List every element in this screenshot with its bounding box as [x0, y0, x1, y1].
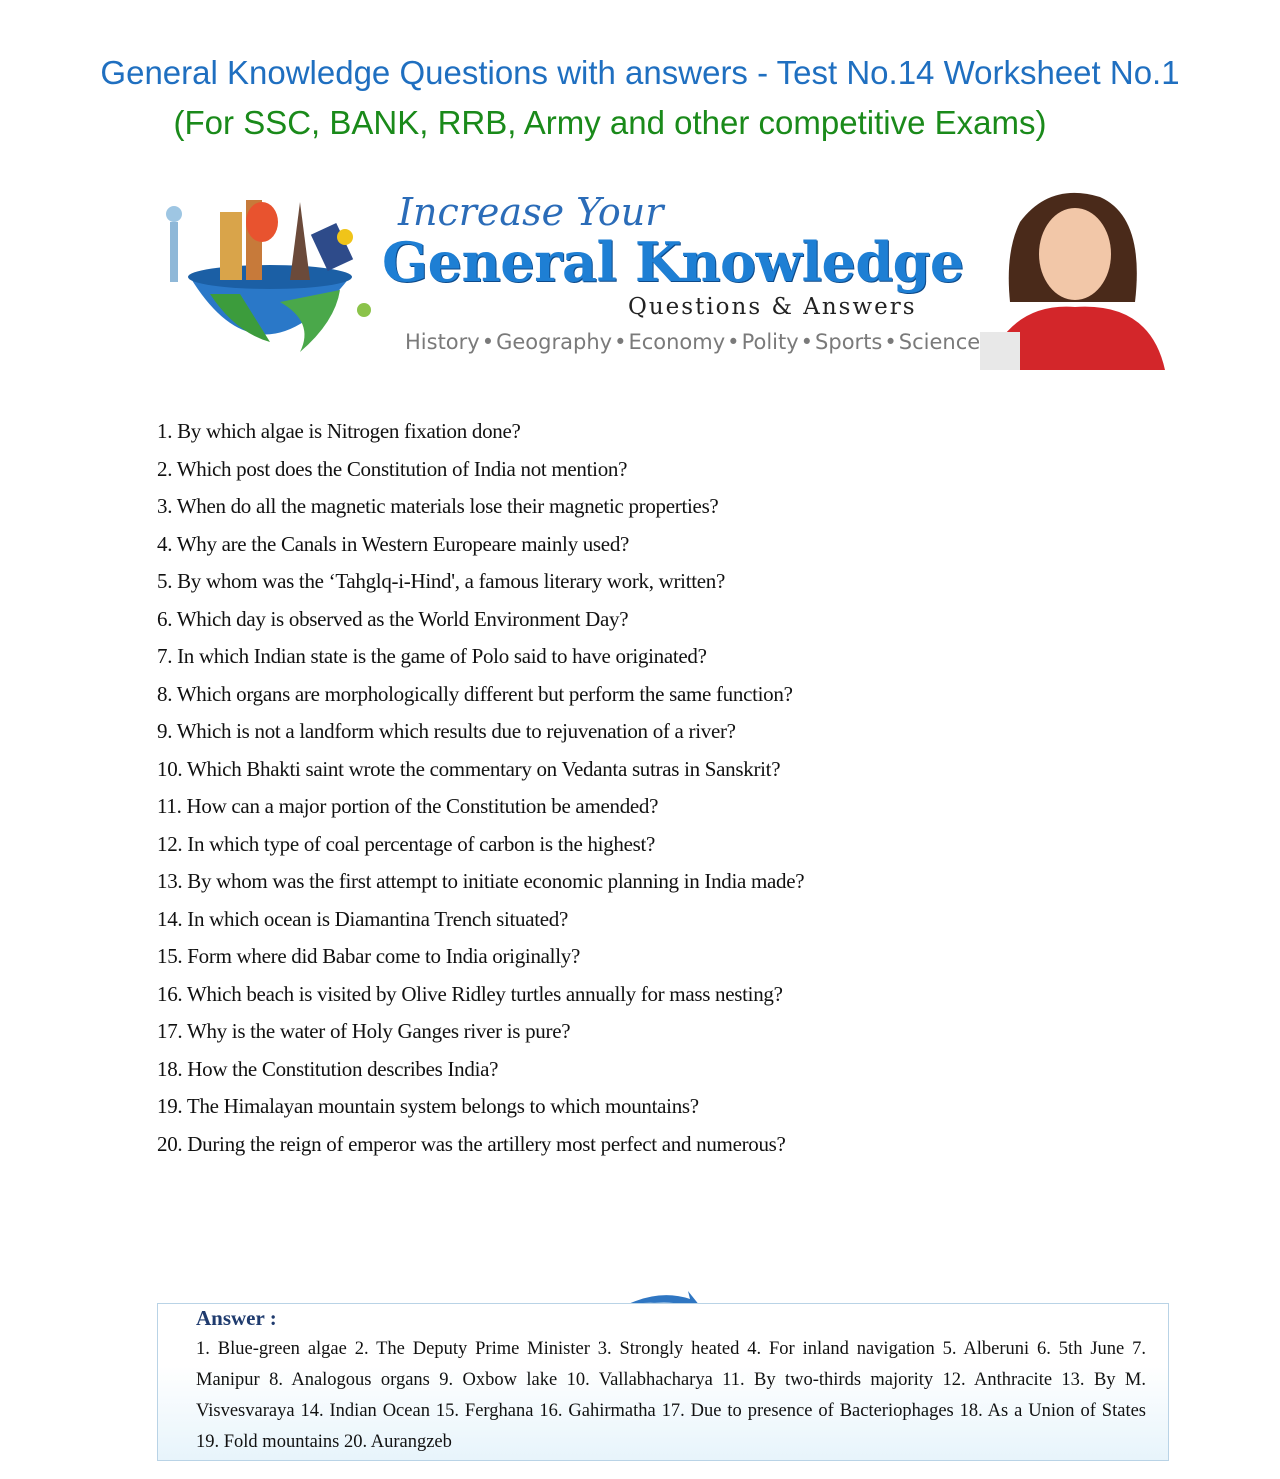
globe-bowl-icon: [166, 200, 371, 352]
category-science: Science: [898, 330, 981, 354]
category-history: History: [405, 330, 480, 354]
question-item: 7. In which Indian state is the game of Polo said to have originated?: [157, 644, 707, 668]
question-item: 6. Which day is observed as the World Environment Day?: [157, 606, 629, 631]
answer-heading: Answer :: [196, 1306, 277, 1330]
question-item: 11. How can a major portion of the Constitution be amended?: [157, 794, 659, 818]
category-geography: Geography: [496, 330, 613, 354]
question-item: 13. By whom was the first attempt to initiate economic planning in India made?: [157, 869, 805, 893]
banner-main-line: General Knowledge: [382, 230, 964, 294]
banner-script-line: Increase Your: [398, 190, 664, 234]
question-item: 9. Which is not a landform which results due to rejuvenation of a river?: [157, 719, 736, 743]
banner-categories: [405, 330, 980, 354]
question-list: [157, 413, 804, 1163]
question-item: 10. Which Bhakti saint wrote the commentary on Vedanta sutras in Sanskrit?: [157, 756, 781, 781]
category-economy: Economy: [628, 330, 726, 354]
answer-text: 1. Blue-green algae 2. The Deputy Prime Minister 3. Strongly heated 4. For inland navigation 5. Alberuni 6. 5th June 7. Manipur 8. Analogous organs 9. Oxbow lake 10. Vallabhacharya 11. By two-thirds majority 12. Anthracite 13. By M. Visvesvaraya 14. Indian Ocean 15. Ferghana 16. Gahirmatha 17. Due to presence of Bacteriophages 18. As a Union of States 19. Fold mountains 20. Aurangzeb: [196, 1339, 1146, 1452]
question-item: 19. The Himalayan mountain system belongs to which mountains?: [157, 1094, 699, 1118]
category-separator: •: [481, 330, 495, 354]
category-separator: •: [884, 330, 897, 354]
woman-portrait-icon: [970, 182, 1165, 370]
question-item: 5. By whom was the ‘Tahglq-i-Hind', a famous literary work, written?: [157, 569, 726, 593]
banner: [150, 182, 1170, 377]
category-sports: Sports: [815, 330, 883, 354]
question-item: 18. How the Constitution describes India?: [157, 1056, 499, 1081]
category-polity: Polity: [741, 330, 799, 354]
question-item: 15. Form where did Babar come to India originally?: [157, 944, 580, 968]
category-separator: •: [614, 330, 627, 354]
question-item: 4. Why are the Canals in Western Europeare mainly used?: [157, 531, 630, 556]
question-item: 16. Which beach is visited by Olive Ridley turtles annually for mass nesting?: [157, 981, 783, 1006]
question-item: 12. In which type of coal percentage of carbon is the highest?: [157, 831, 656, 856]
question-item: 8. Which organs are morphologically different but perform the same function?: [157, 681, 793, 706]
page-title: General Knowledge Questions with answers - Test No.14 Worksheet No.1: [100, 54, 1180, 91]
category-separator: •: [800, 330, 814, 354]
answer-box: [157, 1303, 1169, 1461]
question-item: 20. During the reign of emperor was the artillery most perfect and numerous?: [157, 1131, 786, 1156]
banner-sub-line: Questions & Answers: [628, 294, 917, 320]
question-item: 2. Which post does the Constitution of India not mention?: [157, 456, 628, 481]
question-item: 14. In which ocean is Diamantina Trench situated?: [157, 906, 569, 931]
category-separator: •: [727, 330, 740, 354]
question-item: 3. When do all the magnetic materials lose their magnetic properties?: [157, 494, 719, 518]
question-item: 1. By which algae is Nitrogen fixation done?: [157, 419, 521, 443]
question-item: 17. Why is the water of Holy Ganges river is pure?: [157, 1019, 571, 1043]
page-subtitle: (For SSC, BANK, RRB, Army and other competitive Exams): [173, 104, 1047, 141]
